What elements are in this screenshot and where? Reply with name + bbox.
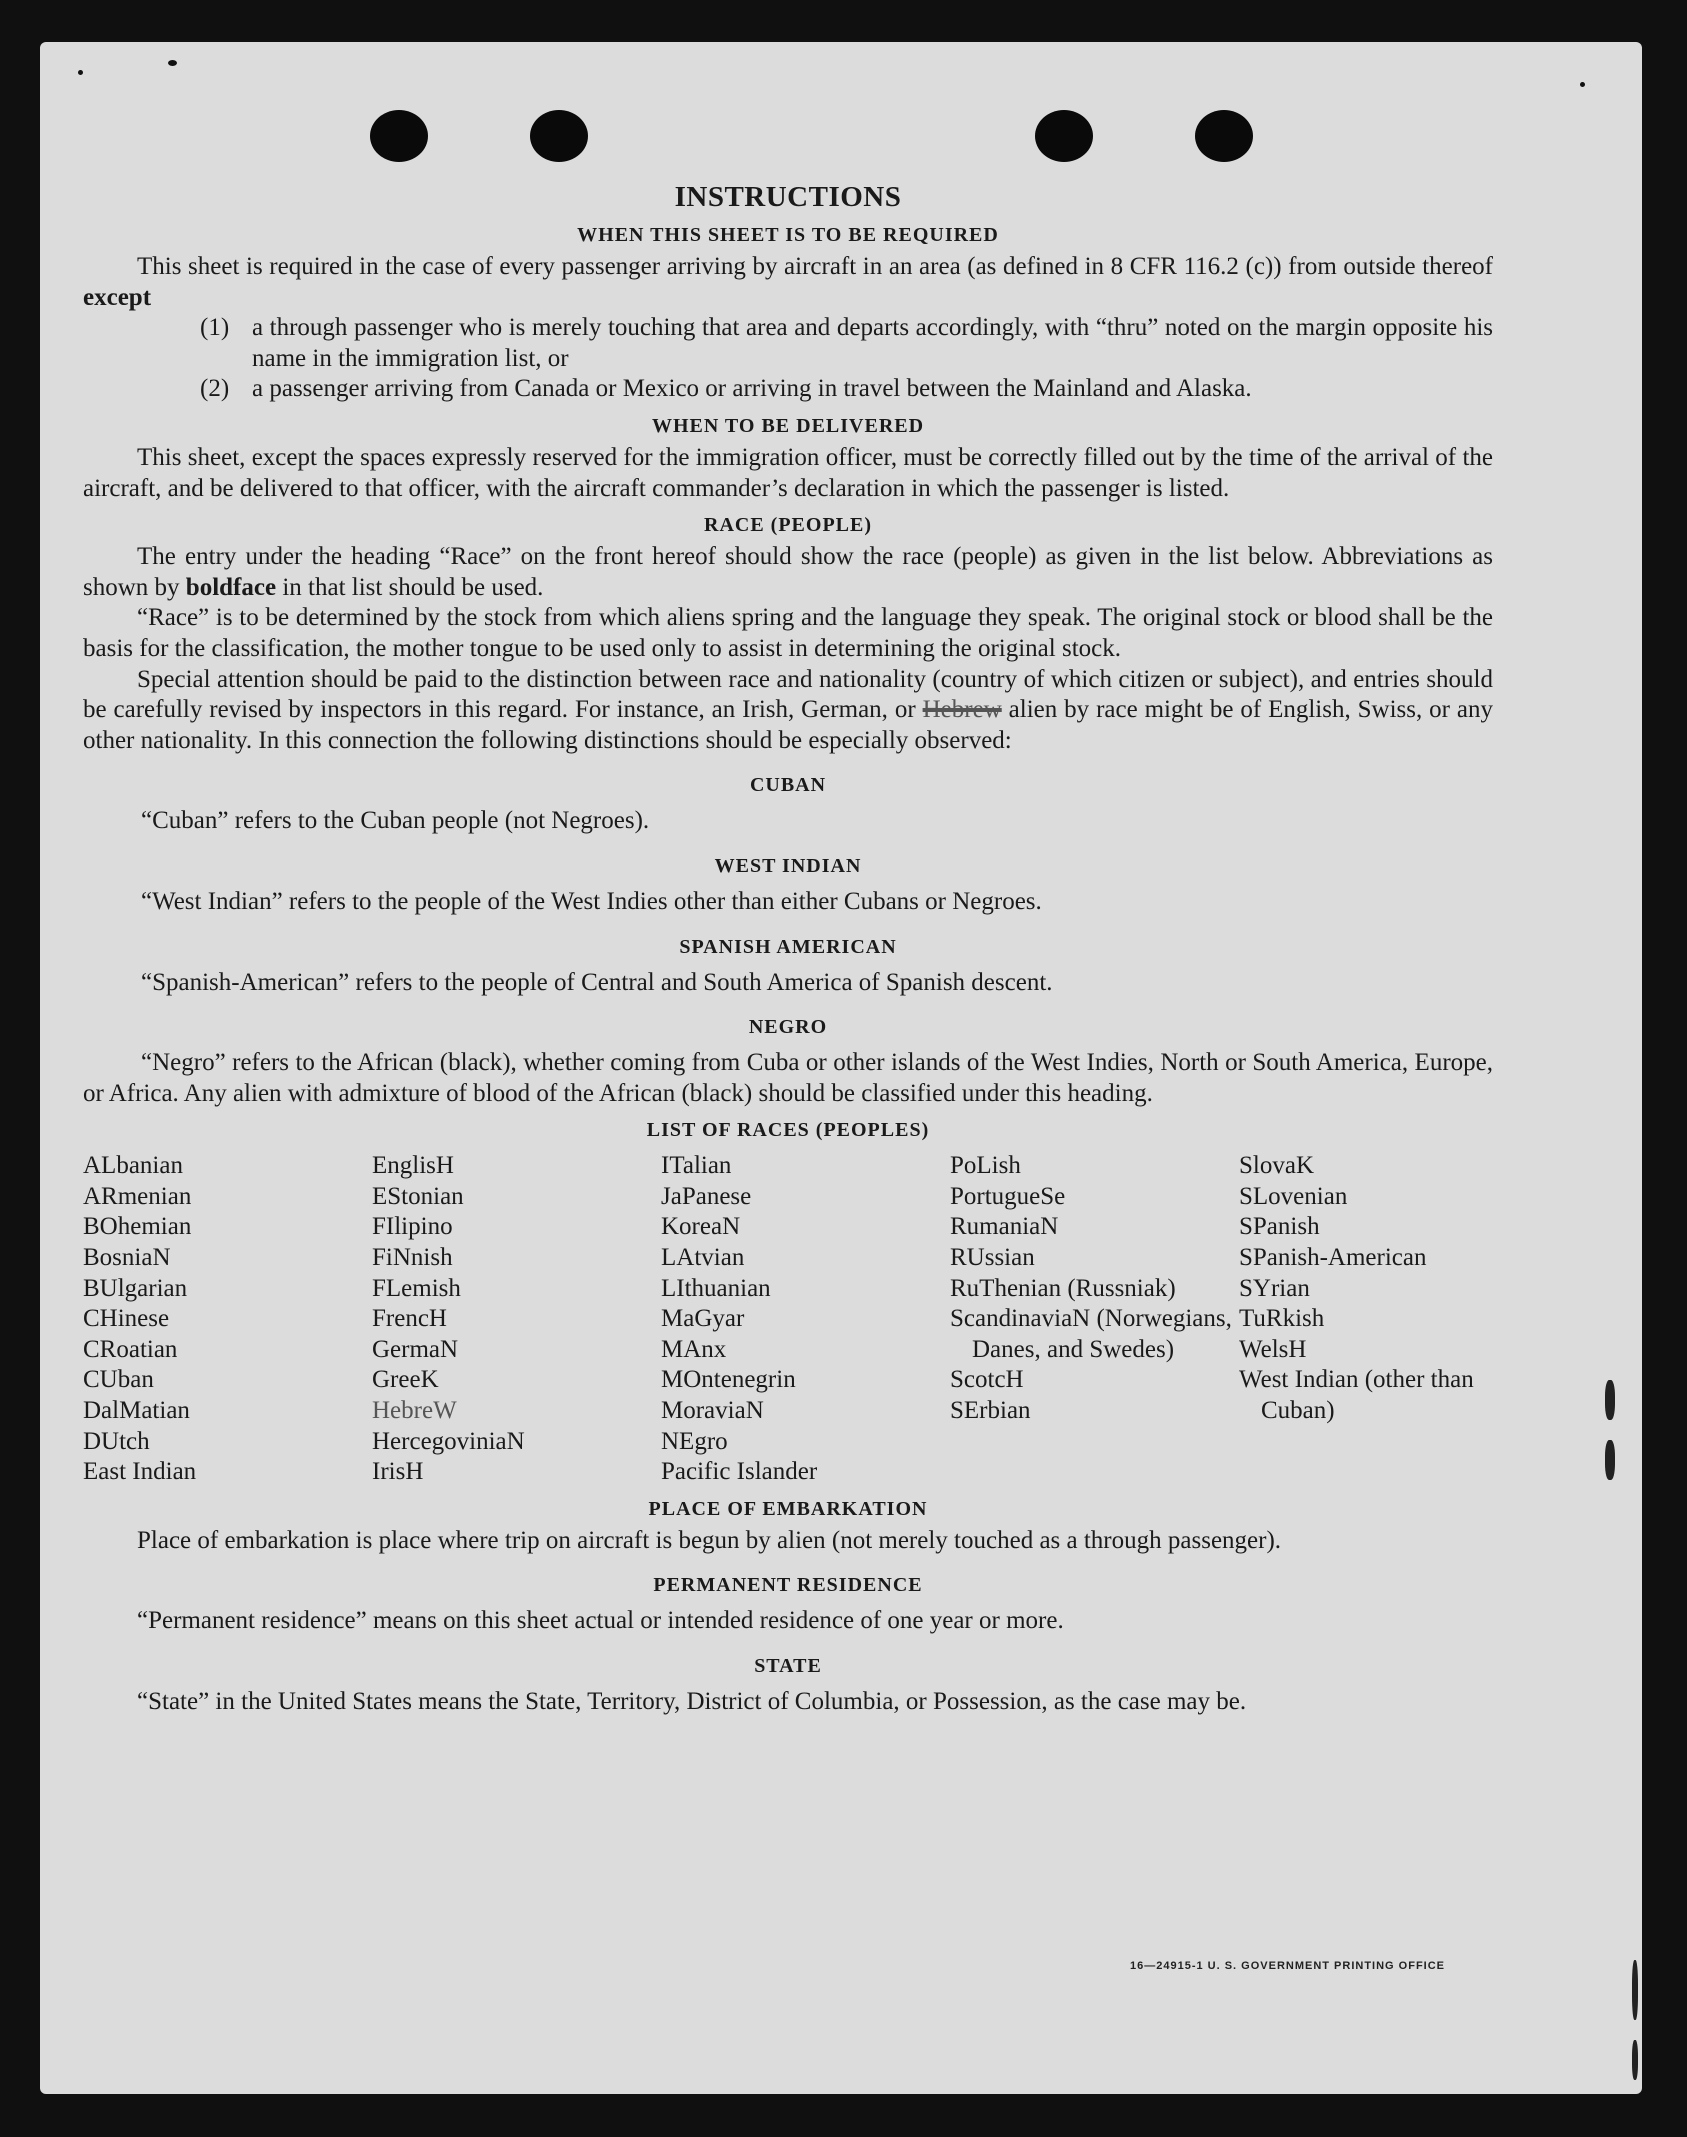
section-heading-cuban: CUBAN bbox=[749, 774, 827, 797]
race-column bbox=[372, 1151, 661, 1488]
race-item: CUban bbox=[83, 1366, 154, 1394]
race-item: ITalian bbox=[661, 1152, 732, 1180]
race-item: BUlgarian bbox=[83, 1274, 188, 1302]
race-item: FiNnish bbox=[372, 1244, 453, 1272]
race-item: CRoatian bbox=[83, 1335, 178, 1363]
section-heading-delivered: WHEN TO BE DELIVERED bbox=[651, 414, 925, 437]
race-item: HebreW bbox=[372, 1397, 457, 1425]
race-column bbox=[1239, 1151, 1499, 1488]
race-item: DUtch bbox=[83, 1427, 150, 1455]
embarkation-text: Place of embarkation is place where trip on aircraft is begun by alien (not merely touched as a through passenger). bbox=[137, 1526, 1282, 1554]
required-item-1: (1) a through passenger who is merely touching that area and departs accordingly, with “thru” noted on the margin opposite his name in the immigration list, or bbox=[200, 314, 1493, 372]
race-item: FrencH bbox=[372, 1305, 447, 1333]
race-item: BosniaN bbox=[83, 1244, 171, 1272]
section-heading-embarkation: PLACE OF EMBARKATION bbox=[648, 1497, 928, 1520]
race-item: EnglisH bbox=[372, 1152, 454, 1180]
section-heading-west-indian: WEST INDIAN bbox=[714, 854, 862, 877]
race-item: MaGyar bbox=[661, 1305, 745, 1333]
race-item: RuThenian (Russniak) bbox=[950, 1274, 1176, 1302]
speck bbox=[78, 70, 83, 75]
page-title: INSTRUCTIONS bbox=[674, 181, 902, 213]
race-column bbox=[83, 1151, 372, 1488]
race-column bbox=[950, 1151, 1239, 1488]
section-heading-list: LIST OF RACES (PEOPLES) bbox=[646, 1119, 930, 1142]
printing-office-code: 16—24915-1 U. S. GOVERNMENT PRINTING OFFICE bbox=[1130, 1960, 1446, 1972]
section-heading-required: WHEN THIS SHEET IS TO BE REQUIRED bbox=[577, 224, 999, 246]
race-item: ScandinaviaN (Norwegians, Danes, and Swedes) bbox=[950, 1305, 1232, 1363]
race-item: HercegoviniaN bbox=[372, 1427, 525, 1455]
race-item: SPanish-American bbox=[1239, 1244, 1427, 1272]
race-item: FLemish bbox=[372, 1274, 461, 1302]
race-item: RUssian bbox=[950, 1244, 1035, 1272]
delivered-text: This sheet, except the spaces expressly reserved for the immigration officer, must be correctly filled out by the time of the arrival of the aircraft, and be delivered to that officer, with the aircraft commander’s declaration in which the passenger is listed. bbox=[83, 443, 1493, 502]
race-item: BOhemian bbox=[83, 1213, 192, 1241]
edge-mark bbox=[1605, 1380, 1615, 1420]
race-item: GreeK bbox=[372, 1366, 439, 1394]
race-item: PortugueSe bbox=[950, 1182, 1066, 1210]
race-item: SPanish bbox=[1239, 1213, 1320, 1241]
race-item: ARmenian bbox=[83, 1182, 192, 1210]
race-item: East Indian bbox=[83, 1458, 197, 1486]
speck bbox=[168, 60, 177, 66]
race-item: NEgro bbox=[661, 1427, 728, 1455]
section-heading-residence: PERMANENT RESIDENCE bbox=[653, 1574, 923, 1597]
race-item: GermaN bbox=[372, 1335, 459, 1363]
punch-hole bbox=[1035, 110, 1093, 162]
race-item: MAnx bbox=[661, 1335, 727, 1363]
race-item: SYrian bbox=[1239, 1274, 1310, 1302]
race-item: EStonian bbox=[372, 1182, 464, 1210]
race-item: RumaniaN bbox=[950, 1213, 1059, 1241]
race-item: ScotcH bbox=[950, 1366, 1024, 1394]
edge-mark bbox=[1632, 2040, 1638, 2080]
west-indian-text: “West Indian” refers to the people of the West Indies other than either Cubans or Negroes. bbox=[141, 887, 1042, 915]
section-heading-race: RACE (PEOPLE) bbox=[704, 514, 872, 537]
race-item: LAtvian bbox=[661, 1244, 745, 1272]
race-item: CHinese bbox=[83, 1305, 170, 1333]
race-item: Pacific Islander bbox=[661, 1458, 818, 1486]
race-column bbox=[661, 1151, 950, 1488]
required-item-2: (2) a passenger arriving from Canada or Mexico or arriving in travel between the Mainland and Alaska. bbox=[200, 375, 1252, 403]
section-heading-negro: NEGRO bbox=[748, 1016, 828, 1039]
race-item: MOntenegrin bbox=[661, 1366, 796, 1394]
race-item: JaPanese bbox=[661, 1182, 752, 1210]
race-item: West Indian (other than Cuban) bbox=[1239, 1366, 1474, 1425]
race-paragraph-1: The entry under the heading “Race” on the front hereof should show the race (people) as given in the list below. Abbreviations as shown by boldface in that list should be used. bbox=[83, 543, 1493, 601]
punch-hole bbox=[370, 110, 428, 162]
race-item: SErbian bbox=[950, 1397, 1031, 1425]
race-item: SlovaK bbox=[1239, 1152, 1314, 1180]
spanish-american-text: “Spanish-American” refers to the people of Central and South America of Spanish descent. bbox=[141, 968, 1053, 996]
race-item: LIthuanian bbox=[661, 1274, 771, 1302]
race-item: SLovenian bbox=[1239, 1182, 1348, 1210]
race-item: PoLish bbox=[950, 1152, 1021, 1180]
races-list bbox=[83, 1151, 1493, 1488]
race-item: FIlipino bbox=[372, 1213, 453, 1241]
race-item: WelsH bbox=[1239, 1335, 1307, 1363]
residence-text: “Permanent residence” means on this sheet actual or intended residence of one year or more. bbox=[137, 1607, 1064, 1635]
speck bbox=[1580, 82, 1585, 87]
required-intro: This sheet is required in the case of every passenger arriving by aircraft in an area (as defined in 8 CFR 116.2 (c)) from outside thereof except bbox=[83, 253, 1493, 311]
section-heading-spanish-american: SPANISH AMERICAN bbox=[679, 935, 897, 958]
punch-hole bbox=[1195, 110, 1253, 162]
race-paragraph-3: Special attention should be paid to the distinction between race and nationality (country of which citizen or subject), and entries should be carefully revised by inspectors in this regard. For instance, an Irish, German, or Hebrew alien by race might be of English, Swiss, or any other nationality. In this connection the following distinctions should be especially observed: bbox=[83, 665, 1494, 754]
edge-mark bbox=[1632, 1960, 1638, 2020]
race-item: IrisH bbox=[372, 1458, 424, 1486]
state-text: “State” in the United States means the State, Territory, District of Columbia, or Possession, as the case may be. bbox=[137, 1688, 1247, 1715]
race-item: MoraviaN bbox=[661, 1397, 764, 1425]
punch-hole bbox=[530, 110, 588, 162]
document-content bbox=[83, 180, 1493, 1718]
race-item: ALbanian bbox=[83, 1152, 183, 1180]
race-paragraph-2: “Race” is to be determined by the stock from which aliens spring and the language they speak. The original stock or blood shall be the basis for the classification, the mother tongue to be used only to assist in determining the original stock. bbox=[83, 604, 1493, 662]
section-heading-state: STATE bbox=[754, 1655, 822, 1677]
negro-text: “Negro” refers to the African (black), whether coming from Cuba or other islands of the West Indies, North or South America, Europe, or Africa. Any alien with admixture of blood of the African (black) should be classified under this heading. bbox=[83, 1049, 1493, 1107]
cuban-text: “Cuban” refers to the Cuban people (not Negroes). bbox=[141, 807, 650, 835]
race-item: KoreaN bbox=[661, 1213, 741, 1241]
edge-mark bbox=[1605, 1440, 1615, 1480]
race-item: TuRkish bbox=[1239, 1305, 1325, 1333]
race-item: DalMatian bbox=[83, 1397, 190, 1425]
